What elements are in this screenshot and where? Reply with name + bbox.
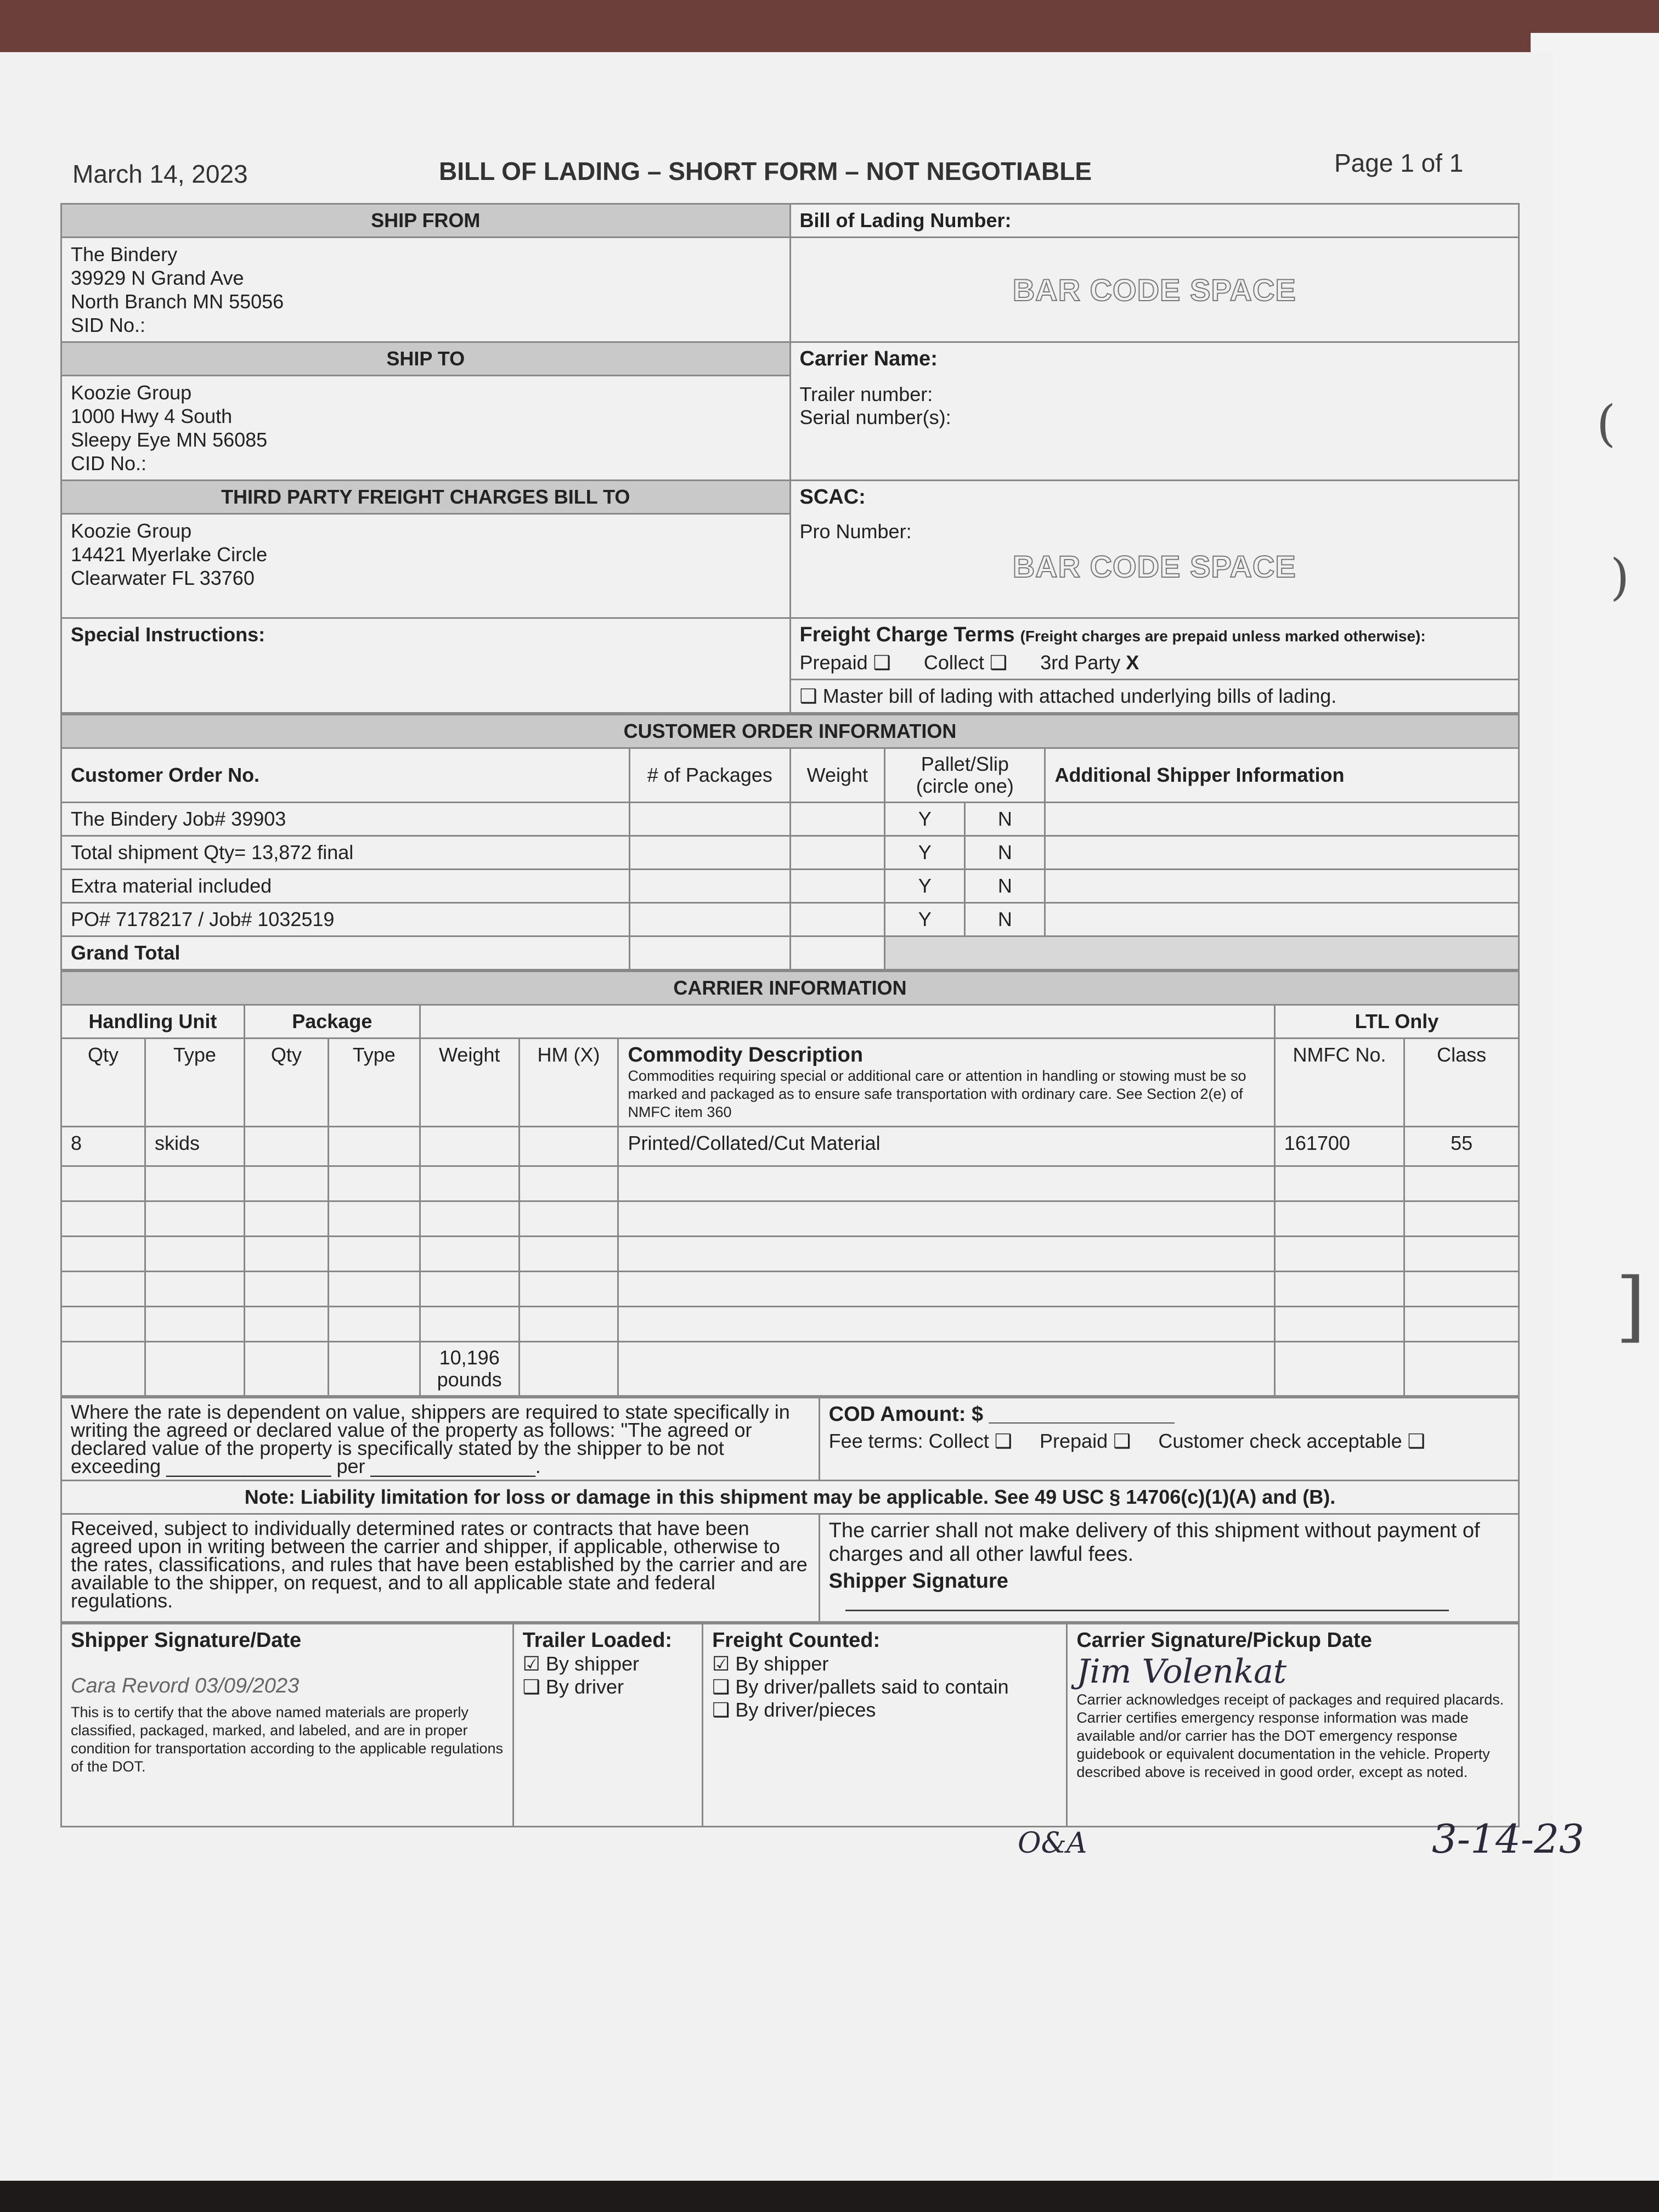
pkg-qty-header: Qty: [244, 1039, 328, 1127]
table-row: [61, 1166, 1519, 1201]
background-top: [0, 0, 1659, 60]
third-party-address: Koozie Group 14421 Myerlake Circle Clearwater FL 33760: [61, 514, 791, 618]
trailer-by-driver-checkbox[interactable]: ❑ By driver: [522, 1675, 624, 1698]
freight-charge-terms: Freight Charge Terms (Freight charges are prepaid unless marked otherwise): Prepaid ❑ Collect ❑ 3rd Party X: [790, 618, 1519, 680]
table-row: 8 skids Printed/Collated/Cut Material 161700 55: [61, 1127, 1519, 1166]
customer-check-checkbox[interactable]: Customer check acceptable ❑: [1158, 1430, 1425, 1452]
table-row: [61, 1307, 1519, 1342]
package-header: Package: [244, 1005, 420, 1039]
col-pallet-slip: Pallet/Slip (circle one): [885, 748, 1045, 803]
page-number: Page 1 of 1: [1334, 149, 1464, 177]
table-row: [61, 1201, 1519, 1237]
hu-type-header: Type: [145, 1039, 245, 1127]
ship-from-address: The Bindery 39929 N Grand Ave North Branch MN 55056 SID No.:: [61, 238, 791, 342]
hm-header: HM (X): [519, 1039, 618, 1127]
document-date: March 14, 2023: [72, 160, 248, 188]
carrier-delivery-block: The carrier shall not make delivery of this shipment without payment of charges and all other lawful fees. Shipper Signature: [819, 1514, 1519, 1622]
grand-total-row: Grand Total: [61, 936, 1519, 970]
carrier-signature: Jim Volenkat: [1076, 1652, 1287, 1691]
commodity-header: Commodity Description Commodities requiring special or additional care or attention in handling or stowing must be so marked and packaged as to ensure safe transportation with ordinary care. See Section 2(e) of NMFC item 360: [618, 1039, 1274, 1127]
shipper-signature-value: Cara Revord 03/09/2023: [71, 1674, 300, 1697]
background-bottom: [0, 2181, 1659, 2212]
nmfc-header: NMFC No.: [1274, 1039, 1404, 1127]
table-row: Extra material included Y N: [61, 870, 1519, 903]
master-bol-checkbox[interactable]: ❑ Master bill of lading with attached underlying bills of lading.: [790, 680, 1519, 713]
col-additional-info: Additional Shipper Information: [1045, 748, 1519, 803]
third-party-checkbox[interactable]: 3rd Party: [1040, 651, 1121, 674]
freight-by-driver-pieces-checkbox[interactable]: ❑ By driver/pieces: [712, 1699, 876, 1721]
hu-qty-header: Qty: [61, 1039, 145, 1127]
weight-header: Weight: [420, 1039, 519, 1127]
ship-to-address: Koozie Group 1000 Hwy 4 South Sleepy Eye MN 56085 CID No.:: [61, 376, 791, 481]
ship-to-header: SHIP TO: [61, 342, 791, 376]
fee-collect-checkbox[interactable]: Fee terms: Collect ❑: [828, 1430, 1012, 1452]
freight-counted-block: Freight Counted: ☑ By shipper ❑ By driver/pallets said to contain ❑ By driver/pieces: [703, 1624, 1067, 1827]
carrier-block: Carrier Name: Trailer number: Serial number(s):: [790, 342, 1519, 481]
third-party-header: THIRD PARTY FREIGHT CHARGES BILL TO: [61, 481, 791, 514]
class-header: Class: [1404, 1039, 1519, 1127]
ltl-only-header: LTL Only: [1274, 1005, 1519, 1039]
value-section: [60, 1397, 1520, 1623]
table-row: Total shipment Qty= 13,872 final Y N: [61, 836, 1519, 870]
freight-by-shipper-checkbox[interactable]: ☑ By shipper: [712, 1652, 829, 1675]
prepaid-checkbox[interactable]: Prepaid ❑: [799, 651, 891, 674]
table-row: The Bindery Job# 39903 Y N: [61, 803, 1519, 836]
carrier-signature-block: Carrier Signature/Pickup Date Jim Volenkat Carrier acknowledges receipt of packages and required placards. Carrier certifies emergency response information was made available and/or carrier has the DOT emergency response guidebook or equivalent documentation in the vehicle. Property described above is received in good order, except as noted.: [1067, 1624, 1519, 1827]
scac-block: SCAC: Pro Number: BAR CODE SPACE: [790, 481, 1519, 618]
special-instructions: Special Instructions:: [61, 618, 791, 713]
collect-checkbox[interactable]: Collect ❑: [923, 651, 1008, 674]
margin-bracket: ]: [1616, 1262, 1646, 1351]
shipper-signature-block: Shipper Signature/Date Cara Revord 03/09/2023 This is to certify that the above named materials are properly classified, packaged, marked, and labeled, and are in proper condition for transportation according to the applicable regulations of the DOT.: [61, 1624, 514, 1827]
liability-note: Note: Liability limitation for loss or damage in this shipment may be applicable. See 49 USC § 14706(c)(1)(A) and (B).: [61, 1481, 1519, 1514]
freight-by-driver-pallets-checkbox[interactable]: ❑ By driver/pallets said to contain: [712, 1675, 1009, 1698]
table-row: [61, 1237, 1519, 1272]
handwritten-pickup-date: 3-14-23: [1432, 1816, 1584, 1862]
trailer-loaded-block: Trailer Loaded: ☑ By shipper ❑ By driver: [513, 1624, 702, 1827]
bol-barcode-space: BAR CODE SPACE: [790, 238, 1519, 342]
carrier-info-header: CARRIER INFORMATION: [61, 972, 1519, 1005]
signature-section: [60, 1623, 1520, 1827]
total-row: [61, 1342, 1519, 1396]
fee-prepaid-checkbox[interactable]: Prepaid ❑: [1040, 1430, 1131, 1452]
customer-order-table: [60, 714, 1520, 970]
third-party-mark: X: [1126, 651, 1139, 674]
col-weight: Weight: [790, 748, 885, 803]
pkg-type-header: Type: [328, 1039, 420, 1127]
bol-form: [60, 203, 1520, 1827]
bol-number-label: Bill of Lading Number:: [790, 204, 1519, 238]
margin-scribble: ): [1610, 549, 1630, 606]
col-customer-order-no: Customer Order No.: [61, 748, 630, 803]
declared-value-text: Where the rate is dependent on value, shippers are required to state specifically in writing the agreed or declared value of the property as follows: "The agreed or declared value of the property is specifically stated by the shipper to be not exceeding _______________ per _______________.: [61, 1398, 820, 1481]
document-title: BILL OF LADING – SHORT FORM – NOT NEGOTIABLE: [439, 157, 1092, 185]
cod-block: COD Amount: $ ________________ Fee terms: Collect ❑ Prepaid ❑ Customer check acceptable ❑: [819, 1398, 1519, 1481]
handwritten-initials: O&A: [1018, 1827, 1087, 1860]
trailer-by-shipper-checkbox[interactable]: ☑ By shipper: [522, 1652, 640, 1675]
margin-scribble: (: [1596, 395, 1616, 453]
col-packages: # of Packages: [630, 748, 790, 803]
address-section: [60, 203, 1520, 714]
ship-from-header: SHIP FROM: [61, 204, 791, 238]
table-row: [61, 1272, 1519, 1307]
table-row: PO# 7178217 / Job# 1032519 Y N: [61, 903, 1519, 936]
customer-order-header: CUSTOMER ORDER INFORMATION: [61, 715, 1519, 748]
handling-unit-header: Handling Unit: [61, 1005, 245, 1039]
total-weight: 10,196 pounds: [420, 1342, 519, 1396]
received-text: Received, subject to individually determined rates or contracts that have been agreed upon in writing between the carrier and shipper, if applicable, otherwise to the rates, classifications, and rules that have been established by the carrier and are available to the shipper, on request, and to all applicable state and federal regulations.: [61, 1514, 820, 1622]
carrier-info-table: [60, 970, 1520, 1397]
